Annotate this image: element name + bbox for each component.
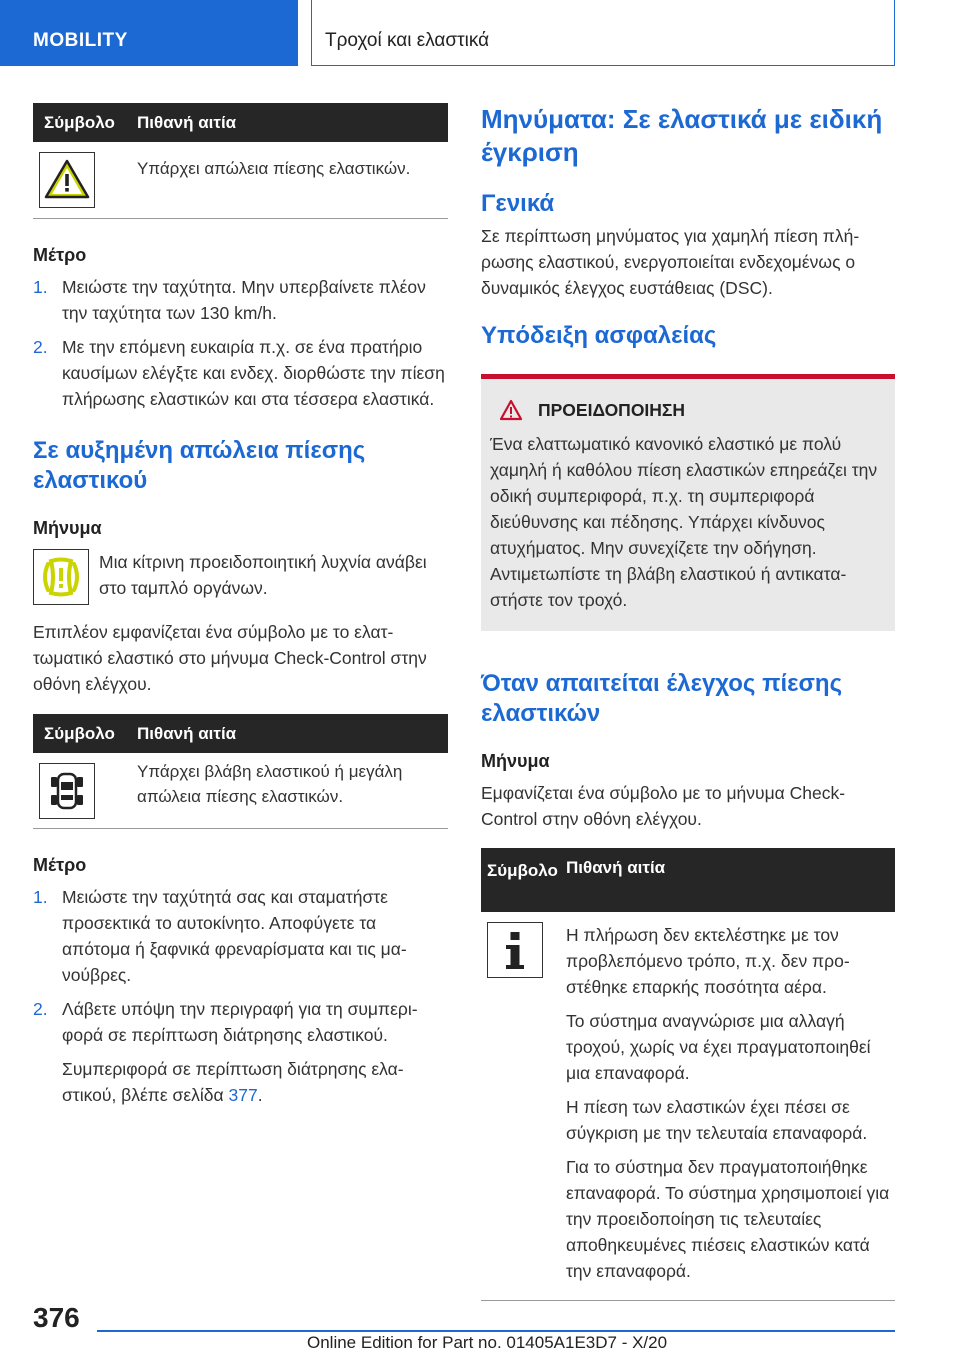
edition-text: Online Edition for Part no. 01405A1E3D7 - X/20 — [307, 1333, 668, 1352]
warning-text: Ένα ελαττωματικό κανονικό ελαστικό με πολύ χαμηλή ή καθόλου πίεση ελαστικών επηρεάζει την οδική συμπεριφορά, π.χ. τη συμπεριφορά διεύθυνσης και πέδησης. Υπάρχει κίνδυνος ατυχήματος. Μην συνεχίζετε την οδήγηση. Αντιμετωπίστε τη βλάβη ελαστικού ή αντικαταστήστε τον τροχό. — [490, 434, 878, 610]
tire-pressure-warning-icon — [39, 152, 95, 208]
cause-paragraph: Η πίεση των ελαστικών έχει πέσει σε σύγκριση με την τελευταία επαναφορά. — [566, 1097, 868, 1143]
measure-heading: Μέτρο — [33, 855, 87, 875]
cause-paragraph: Η πλήρωση δεν εκτελέστηκε με τον προβλεπόμενο τρόπο, π.χ. δεν προστέθηκε επαρκής ποσότητα αέρα. — [566, 925, 850, 997]
warning-title: ΠΡΟΕΙΔΟΠΟΙΗΣΗ — [490, 399, 883, 421]
warning-box — [481, 374, 895, 631]
cause-paragraph: Το σύστημα αναγνώρισε μια αλλαγή τροχού, χωρίς να έχει πραγματοποιηθεί μια επαναφορά. — [566, 1011, 871, 1083]
col-cause-header: Πιθανή αιτία — [137, 112, 237, 132]
table-row — [481, 912, 895, 1301]
measure-steps — [33, 274, 448, 412]
footer-rule — [97, 1330, 895, 1332]
col-cause-header: Πιθανή αιτία — [137, 723, 237, 743]
car-tire-defect-icon — [39, 763, 95, 819]
cause-cell: Υπάρχει βλάβη ελαστικού ή μεγάλη απώλεια πίεσης ελαστικών. — [137, 762, 403, 806]
message-heading: Μήνυμα — [481, 751, 550, 771]
general-heading: Γενικά — [481, 190, 555, 217]
general-text: Σε περίπτωση μηνύματος για χαμηλή πίεση πλήρωσης ελαστικού, ενεργοποιείται ενδεχομένως ο δυναμικός έλεγχος ευστάθειας (DSC). — [481, 226, 860, 298]
section-tab: MOBILITY — [0, 0, 298, 66]
table-row — [33, 753, 448, 829]
page-title: Τροχοί και ελαστικά — [325, 30, 490, 51]
cause-cell — [566, 912, 895, 1300]
header-bottom-border — [311, 65, 895, 66]
main-heading: Μηνύματα: Σε ελαστικά με ειδική έγκριση — [481, 104, 883, 167]
message-text: Μια κίτρινη προειδοποιητική λυχνία ανάβει στο ταμπλό οργάνων. — [99, 552, 427, 598]
yellow-tire-warning-lamp-icon — [33, 549, 89, 605]
symbol-table-3 — [481, 848, 895, 1301]
page-link[interactable]: 377 — [228, 1085, 258, 1105]
cause-paragraph: Για το σύστημα δεν πραγματοποιήθηκε επαναφορά. Το σύστημα χρησιμοποιεί για την προειδοποίηση τις τελευταίες αποθηκευμένες πιέσεις ελαστικών κατά την επαναφορά. — [566, 1157, 890, 1281]
message-heading: Μήνυμα — [33, 518, 102, 538]
message-text: Εμφανίζεται ένα σύμβολο με το μήνυμα Check-Control στην οθόνη ελέγχου. — [481, 783, 846, 829]
symbol-table-1 — [33, 103, 448, 219]
page-number: 376 — [33, 1302, 80, 1333]
measure-heading: Μέτρο — [33, 245, 87, 265]
col-symbol-header: Σύμβολο — [487, 861, 558, 880]
table-header — [481, 848, 895, 912]
table-header — [33, 714, 448, 753]
check-heading: Όταν απαιτείται έλεγχος πίεσης ελαστικών — [481, 670, 843, 727]
cause-cell: Υπάρχει απώλεια πίεσης ελαστικών. — [137, 159, 411, 178]
col-cause-header: Πιθανή αιτία — [566, 858, 666, 877]
right-column — [481, 103, 895, 1301]
cross-reference: Συμπεριφορά σε περίπτωση διάτρησης ελαστικού, βλέπε σελίδα 377. — [62, 1059, 404, 1105]
col-symbol-header: Σύμβολο — [44, 723, 115, 743]
col-symbol-header: Σύμβολο — [44, 112, 115, 132]
section-heading: Σε αυξημένη απώλεια πίεσης ελαστικού — [33, 437, 366, 494]
safety-heading: Υπόδειξη ασφαλείας — [481, 322, 717, 349]
symbol-cell — [33, 142, 137, 218]
table-row — [33, 142, 448, 219]
header-right-border — [894, 0, 895, 66]
list-item: 2. Λάβετε υπόψη την περιγραφή για τη συμπεριφορά σε περίπτωση διάτρησης ελαστικού. — [33, 999, 418, 1045]
header-divider — [311, 0, 312, 66]
symbol-cell — [33, 753, 137, 828]
list-item: 1. Μειώστε την ταχύτητα. Μην υπερβαίνετε πλέον την ταχύτητα των 130 km/h. — [33, 277, 426, 323]
info-icon — [487, 922, 543, 978]
left-column — [33, 103, 448, 1108]
symbol-table-2 — [33, 714, 448, 829]
list-item: 2. Με την επόμενη ευκαιρία π.χ. σε ένα πρατήριο καυσίμων ελέγξτε και ενδεχ. διορθώστε την πίεση πλήρωσης ελαστικών και στα τέσσερα ελαστικά. — [33, 337, 445, 409]
warning-triangle-icon — [499, 399, 523, 421]
table-header — [33, 103, 448, 142]
message-block — [33, 549, 448, 605]
list-item: 1. Μειώστε την ταχύτητά σας και σταματήστε προσεκτικά το αυτοκίνητο. Αποφύγετε τα απότομα ή ξαφνικά φρεναρίσματα και τις μανούβρες. — [33, 887, 407, 985]
measure-steps — [33, 884, 448, 1048]
symbol-cell — [481, 912, 566, 1300]
additional-text: Επιπλέον εμφανίζεται ένα σύμβολο με το ελαττωματικό ελαστικό στο μήνυμα Check-Control στην οθόνη ελέγχου. — [33, 622, 427, 694]
